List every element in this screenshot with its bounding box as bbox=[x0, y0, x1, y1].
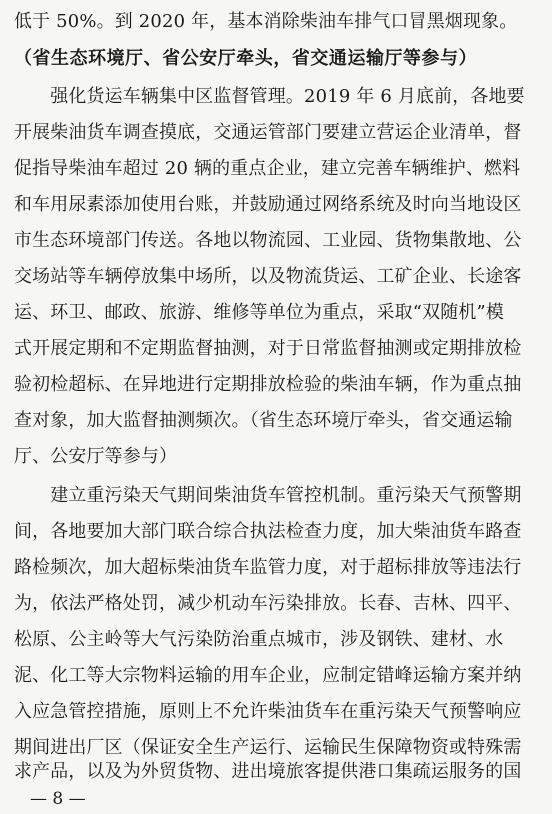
text-line: 路检频次，加大超标柴油货车监管力度，对于超标排放等违法行 bbox=[14, 557, 522, 578]
text-line: 开展柴油货车调查摸底，交通运管部门要建立营运企业清单，督 bbox=[14, 122, 522, 143]
text-line: 强化货运车辆集中区监督管理。2019 年 6 月底前，各地要 bbox=[14, 86, 525, 107]
text-line: 运、环卫、邮政、旅游、维修等单位为重点，采取“双随机”模 bbox=[14, 302, 505, 323]
text-line: 入应急管控措施，原则上不允许柴油货车在重污染天气预警响应 bbox=[14, 701, 522, 722]
text-line: 促指导柴油车超过 20 辆的重点企业，建立完善车辆维护、燃料 bbox=[14, 158, 521, 179]
text-line: 建立重污染天气期间柴油货车管控机制。重污染天气预警期 bbox=[14, 485, 522, 506]
text-line: 低于 50%。到 2020 年，基本消除柴油车排气口冒黑烟现象。 bbox=[14, 11, 518, 32]
text-line: 查对象，加大监督抽测频次。（省生态环境厅牵头，省交通运输 bbox=[14, 410, 513, 431]
text-line: 市生态环境部门传送。各地以物流园、工业园、货物集散地、公 bbox=[14, 230, 522, 251]
text-line: 松原、公主岭等大气污染防治重点城市，涉及钢铁、建材、水 bbox=[14, 629, 504, 650]
text-line: 验初检超标、在异地进行定期排放检验的柴油车辆，作为重点抽 bbox=[14, 374, 522, 395]
text-line: 厅、公安厅等参与） bbox=[14, 446, 178, 467]
text-line: 间，各地要加大部门联合综合执法检查力度，加大柴油货车路查 bbox=[14, 521, 522, 542]
page-number: — 8 — bbox=[30, 789, 86, 809]
text-line: 和车用尿素添加使用台账，并鼓励通过网络系统及时向当地设区 bbox=[14, 194, 522, 215]
text-line-responsibility: （省生态环境厅、省公安厅牵头，省交通运输厅等参与） bbox=[14, 48, 478, 69]
text-line: 交场站等车辆停放集中场所，以及物流货运、工矿企业、长途客 bbox=[14, 266, 522, 287]
text-line: 式开展定期和不定期监督抽测，对于日常监督抽测或定期排放检 bbox=[14, 338, 522, 359]
text-line: 期间进出厂区（保证安全生产运行、运输民生保障物资或特殊需 bbox=[14, 737, 522, 758]
text-line: 为，依法严格处罚，减少机动车污染排放。长春、吉林、四平、 bbox=[14, 593, 522, 614]
text-line: 泥、化工等大宗物料运输的用车企业，应制定错峰运输方案并纳 bbox=[14, 665, 522, 686]
text-line: 求产品，以及为外贸货物、进出境旅客提供港口集疏运服务的国 bbox=[14, 761, 522, 782]
